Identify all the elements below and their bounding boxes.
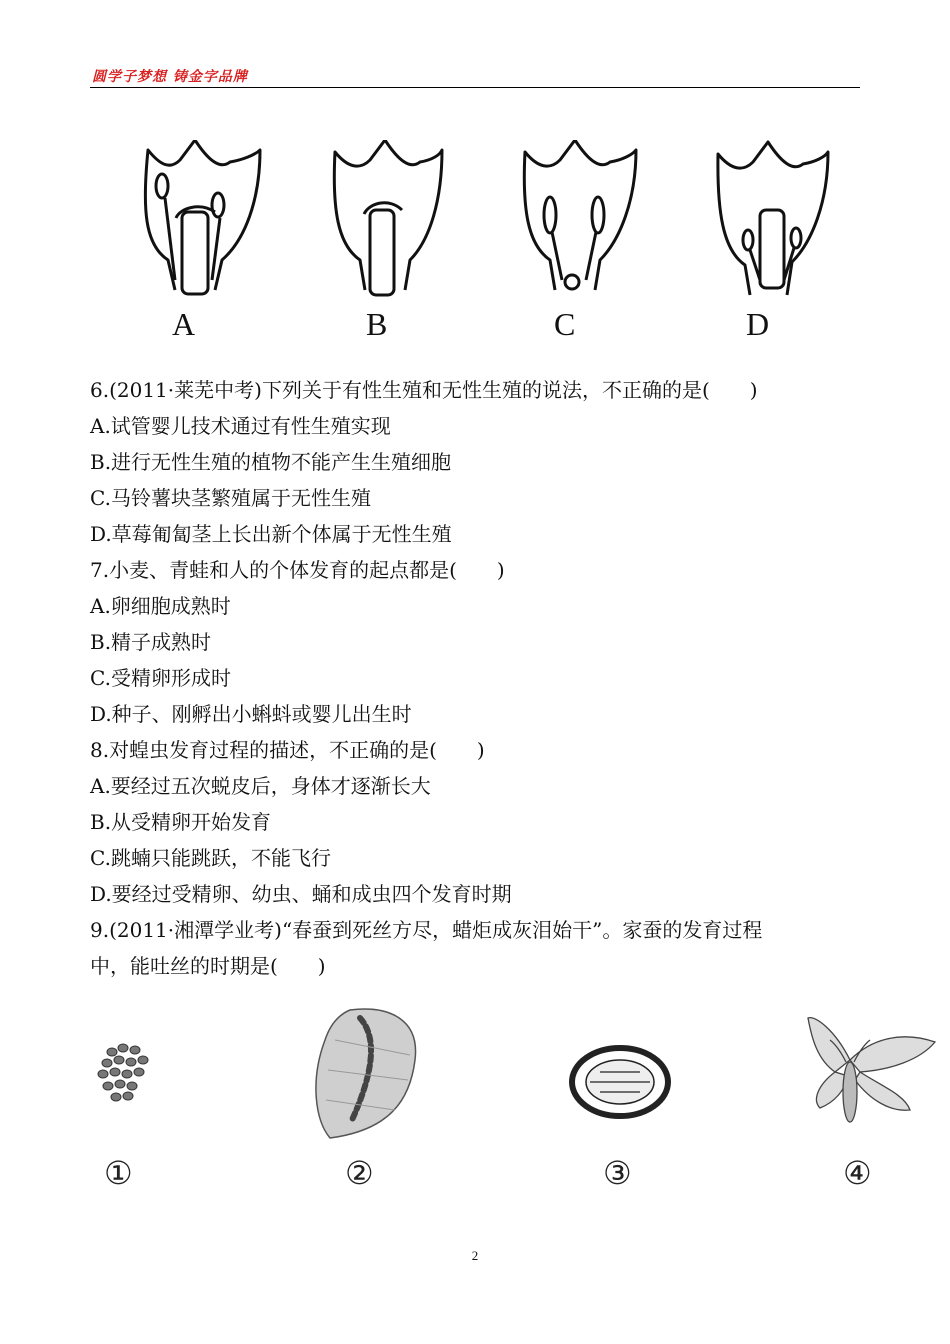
question-9-stem-line-1: 9.(2011·湘潭学业考)“春蚕到死丝方尽，蜡炬成灰泪始干”。家蚕的发育过程 — [90, 918, 763, 942]
flower-label-c: C — [554, 306, 576, 342]
question-8-stem: 8.对蝗虫发育过程的描述，不正确的是( ) — [90, 738, 485, 762]
flower-label-b: B — [366, 306, 388, 342]
question-9-stem-line-2: 中，能吐丝的时期是( ) — [90, 954, 326, 978]
flower-a-drawing — [145, 140, 260, 294]
question-6-stem: 6.(2011·莱芜中考)下列关于有性生殖和无性生殖的说法，不正确的是( ) — [90, 378, 758, 402]
question-7-stem: 7.小麦、青蛙和人的个体发育的起点都是( ) — [90, 558, 505, 582]
silkworm-label-4: ④ — [843, 1154, 872, 1192]
flower-label-d: D — [746, 306, 770, 342]
flower-b-drawing — [334, 140, 442, 295]
question-7-option-b: B.精子成熟时 — [90, 630, 212, 654]
silkworm-moth-drawing — [808, 1018, 935, 1122]
question-7-option-d: D.种子、刚孵出小蝌蚪或婴儿出生时 — [90, 702, 412, 726]
silkworm-figure — [90, 1000, 950, 1150]
flower-d-drawing — [718, 142, 828, 295]
question-6-option-b: B.进行无性生殖的植物不能产生生殖细胞 — [90, 450, 452, 474]
flower-figure — [120, 140, 840, 310]
silkworm-label-2: ② — [345, 1154, 374, 1192]
question-7-option-a: A.卵细胞成熟时 — [90, 594, 231, 618]
header-rule — [90, 87, 860, 88]
silkworm-label-1: ① — [104, 1154, 133, 1192]
question-6-option-d: D.草莓匍匐茎上长出新个体属于无性生殖 — [90, 522, 452, 546]
silkworm-pupa-drawing — [572, 1048, 668, 1116]
question-8-option-d: D.要经过受精卵、幼虫、蛹和成虫四个发育时期 — [90, 882, 512, 906]
page-number: 2 — [471, 1248, 479, 1263]
flower-label-a: A — [172, 306, 196, 342]
silkworm-eggs-drawing — [98, 1044, 148, 1101]
header-brand: 圆学子梦想 铸金字品牌 — [92, 69, 248, 85]
silkworm-larva-drawing — [316, 1009, 416, 1138]
question-8-option-a: A.要经过五次蜕皮后，身体才逐渐长大 — [90, 774, 431, 798]
question-7-option-c: C.受精卵形成时 — [90, 666, 231, 690]
question-8-option-c: C.跳蝻只能跳跃，不能飞行 — [90, 846, 331, 870]
question-6-option-a: A.试管婴儿技术通过有性生殖实现 — [90, 414, 391, 438]
question-6-option-c: C.马铃薯块茎繁殖属于无性生殖 — [90, 486, 371, 510]
silkworm-label-3: ③ — [603, 1154, 632, 1192]
question-8-option-b: B.从受精卵开始发育 — [90, 810, 272, 834]
flower-c-drawing — [524, 140, 636, 290]
